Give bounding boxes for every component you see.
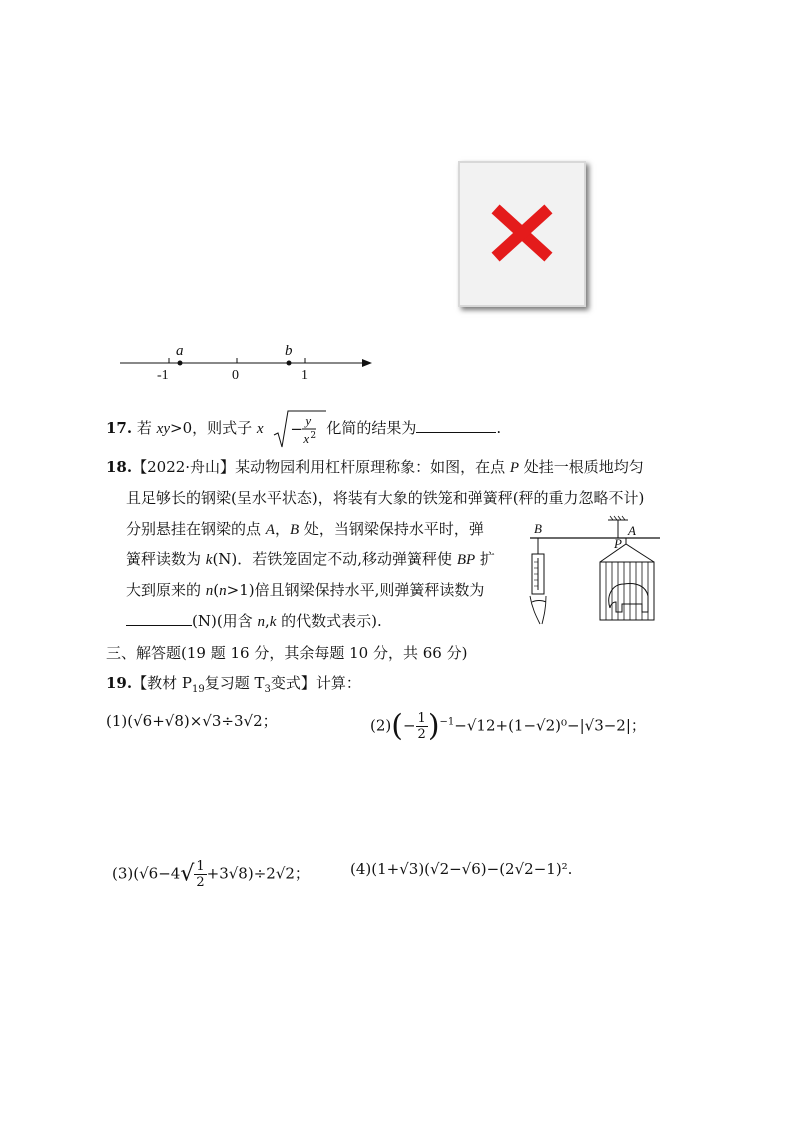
label-b: b bbox=[285, 343, 293, 359]
q17-text3: 化简的结果为 bbox=[326, 419, 417, 437]
section-3-heading: 三、解答题(19 题 16 分，其余每题 10 分，共 66 分) bbox=[106, 644, 468, 662]
q18-n: n bbox=[257, 614, 265, 630]
q19-source: 复习题 T bbox=[204, 674, 265, 692]
q19-part2-fraction: $\frac{1}{2}$ bbox=[417, 711, 426, 742]
q19-part2-rest: −√12+(1−√2)⁰−|√3−2|； bbox=[454, 716, 646, 735]
q18-P: P bbox=[509, 460, 520, 476]
q18-line4 bbox=[126, 549, 495, 570]
broken-image-icon bbox=[460, 163, 584, 305]
tick-label-minus1: -1 bbox=[157, 368, 169, 383]
figure-label-P: P bbox=[614, 536, 622, 551]
point-b bbox=[287, 361, 292, 366]
q19-part2: (2)(− $\frac{1}{2}$ )$^{-1}$−√12+(1−√2)⁰−|√3−2|； bbox=[370, 708, 646, 744]
q18-number: 18. bbox=[106, 458, 133, 476]
q17-answer-blank[interactable] bbox=[416, 418, 496, 433]
q17-x2: x bbox=[303, 431, 310, 446]
q17-square: 2 bbox=[310, 431, 317, 441]
q19-heading bbox=[106, 673, 361, 700]
q18-text: 分别悬挂在钢梁的点 bbox=[126, 520, 266, 538]
q18-n: n bbox=[219, 583, 227, 599]
q19-part3-rest: +3√8)÷2√2； bbox=[206, 864, 310, 883]
q19-part1: (1)(√6+√8)×√3÷3√2； bbox=[106, 712, 278, 730]
q17-minus: − bbox=[290, 420, 303, 438]
q18-text: 的代数式表示). bbox=[276, 612, 382, 630]
q17-end: . bbox=[496, 419, 502, 437]
q18-text: 处挂一根质地均匀 bbox=[519, 458, 644, 476]
q18-BP: BP bbox=[456, 552, 476, 568]
q17-y: y bbox=[305, 413, 312, 428]
q18-text: 大到原来的 bbox=[126, 581, 206, 599]
number-line bbox=[110, 340, 390, 385]
q17-number: 17. bbox=[106, 419, 133, 437]
q18-source: 【2022·舟山】 bbox=[132, 458, 236, 476]
q19-source: 【教材 P bbox=[132, 674, 192, 692]
q18-A: A bbox=[265, 522, 275, 538]
q19-part2-minus: − bbox=[402, 716, 416, 735]
q18-line5 bbox=[126, 580, 484, 601]
q18-n: n bbox=[205, 583, 214, 599]
q18-text: 簧秤读数为 bbox=[126, 550, 206, 568]
q19-part3-fraction: $\frac{1}{2}$ bbox=[196, 859, 205, 890]
q19-part2-label: (2) bbox=[370, 716, 392, 735]
q18-B: B bbox=[289, 522, 300, 538]
q18-text: 某动物园利用杠杆原理称象：如图，在点 bbox=[235, 458, 510, 476]
q19-part3-label: (3)(√6−4 bbox=[112, 864, 181, 883]
q19-part2-exponent: −1 bbox=[439, 716, 455, 728]
q18-k: k bbox=[205, 552, 213, 568]
q18-text: (N)(用含 bbox=[192, 612, 258, 630]
q19-source: 3 bbox=[264, 684, 271, 695]
label-a: a bbox=[176, 343, 184, 359]
q18-text: (N)．若铁笼固定不动,移动弹簧秤使 bbox=[212, 550, 457, 568]
q19-part4: (4)(1+√3)(√2−√6)−(2√2−1)². bbox=[350, 860, 573, 878]
question-17 bbox=[106, 407, 501, 451]
q18-text: ， bbox=[274, 520, 290, 538]
tick-label-0: 0 bbox=[232, 368, 239, 383]
q19-number: 19. bbox=[106, 674, 133, 692]
q18-text: >1)倍且钢梁保持水平,则弹簧秤读数为 bbox=[226, 581, 485, 599]
q17-radical bbox=[272, 407, 326, 451]
q17-x: x bbox=[256, 421, 264, 437]
q19-part3: (3)(√6−4√ $\frac{1}{2}$ +3√8)÷2√2； bbox=[112, 859, 310, 890]
q18-line6 bbox=[126, 611, 382, 632]
q18-line1 bbox=[106, 457, 644, 478]
q18-text: 扩 bbox=[475, 550, 495, 568]
figure-label-B: B bbox=[534, 521, 542, 536]
q18-answer-blank[interactable] bbox=[126, 611, 192, 626]
figure-label-A: A bbox=[628, 523, 636, 538]
q18-text: ( bbox=[213, 581, 220, 599]
broken-image-placeholder bbox=[458, 161, 586, 307]
q19-source: 变式】计算： bbox=[270, 674, 361, 692]
q18-text: 处，当钢梁保持水平时，弹 bbox=[299, 520, 484, 538]
tick-label-1: 1 bbox=[301, 368, 308, 383]
q17-text1: 若 bbox=[136, 419, 157, 437]
q17-xy: xy bbox=[156, 421, 170, 437]
q18-k: k bbox=[269, 614, 277, 630]
q19-source: 19 bbox=[191, 684, 205, 695]
q17-text2: >0，则式子 bbox=[170, 419, 257, 437]
q18-line2: 且足够长的钢梁(呈水平状态)，将装有大象的铁笼和弹簧秤(秤的重力忽略不计) bbox=[126, 489, 645, 507]
q18-line3 bbox=[126, 519, 484, 540]
q18-text: , bbox=[264, 612, 270, 630]
point-a bbox=[178, 361, 183, 366]
